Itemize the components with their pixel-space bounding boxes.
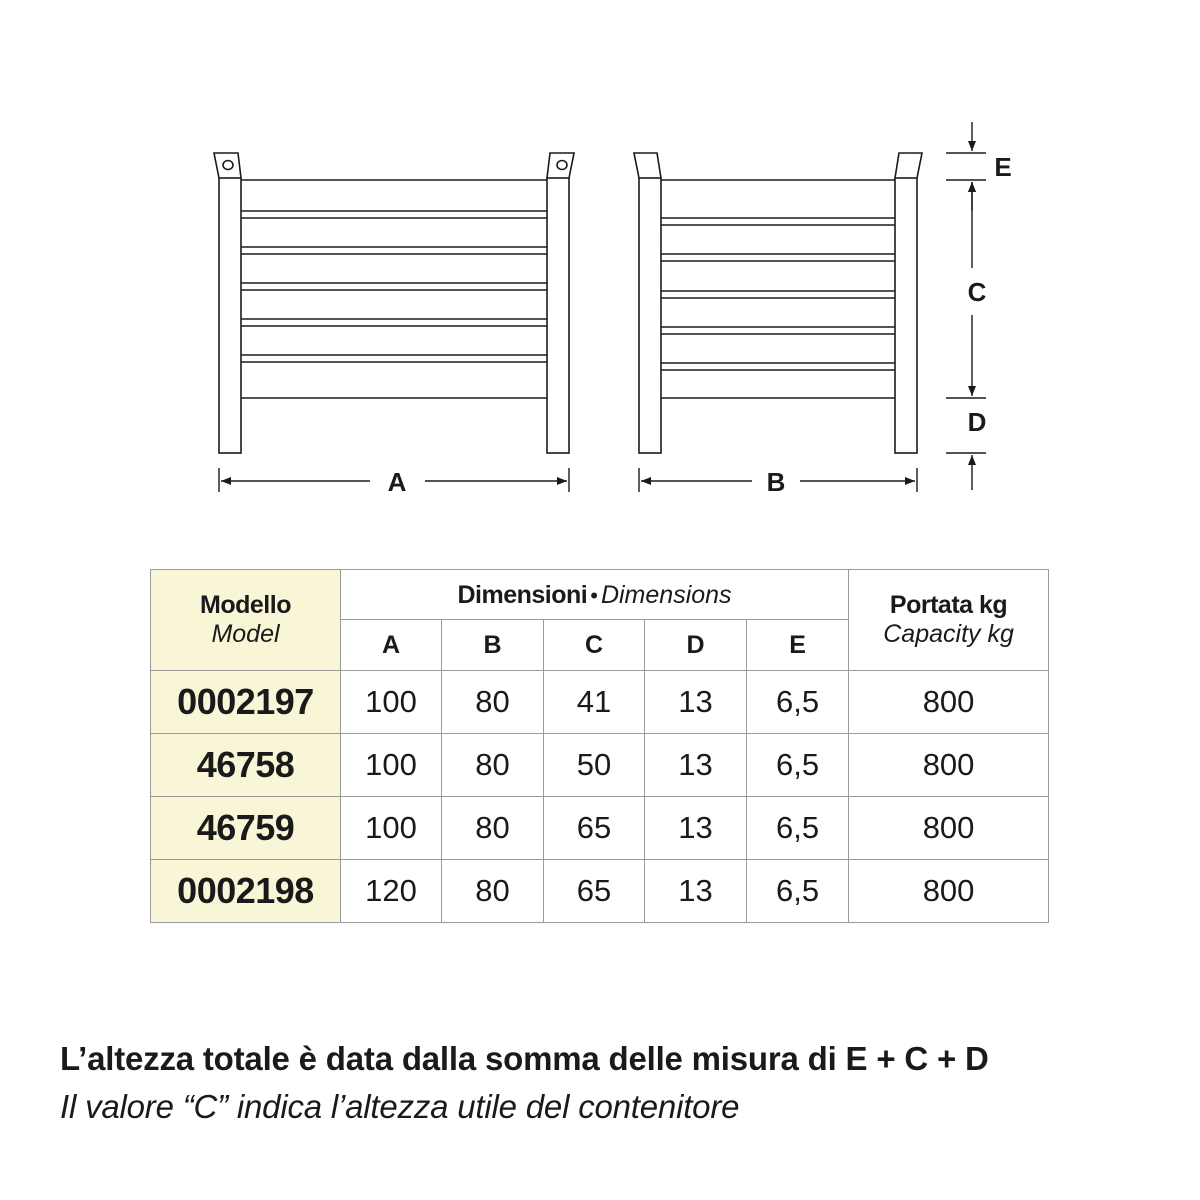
value-capacity: 800 <box>849 734 1049 797</box>
side-left-flap <box>634 153 661 178</box>
value-a: 100 <box>341 797 442 860</box>
container-technical-drawing <box>0 0 1200 520</box>
model-code: 46758 <box>151 734 341 797</box>
model-header-en: Model <box>211 620 280 648</box>
front-right-lifting-hole <box>557 161 567 170</box>
front-left-lifting-hole <box>223 161 233 170</box>
dimension-c-label: C <box>967 277 987 307</box>
value-b: 80 <box>442 734 544 797</box>
side-right-post <box>895 178 917 453</box>
value-d: 13 <box>645 860 747 923</box>
dimensions-header <box>341 570 849 620</box>
model-code: 46759 <box>151 797 341 860</box>
column-header-e: E <box>747 620 849 671</box>
value-a: 100 <box>341 671 442 734</box>
dimensions-header-en: Dimensions <box>600 581 732 609</box>
dimensions-header-bullet: • <box>590 583 598 608</box>
model-header-it: Modello <box>200 591 291 619</box>
value-b: 80 <box>442 797 544 860</box>
value-c: 65 <box>544 860 645 923</box>
column-header-c: C <box>544 620 645 671</box>
value-a: 100 <box>341 734 442 797</box>
side-right-flap <box>895 153 922 178</box>
specifications-table <box>150 569 1049 923</box>
value-e: 6,5 <box>747 860 849 923</box>
value-e: 6,5 <box>747 797 849 860</box>
value-c: 50 <box>544 734 645 797</box>
table-row <box>151 734 1049 797</box>
value-d: 13 <box>645 797 747 860</box>
front-right-lifting-ear <box>547 153 574 178</box>
model-code: 0002198 <box>151 860 341 923</box>
front-left-post <box>219 178 241 453</box>
total-height-note: L’altezza totale è data dalla somma delle misura di E + C + D <box>60 1040 989 1077</box>
value-e: 6,5 <box>747 671 849 734</box>
dimension-a-label: A <box>387 467 407 497</box>
model-header <box>151 570 341 671</box>
front-right-post <box>547 178 569 453</box>
table-row <box>151 797 1049 860</box>
front-ribs <box>241 211 547 362</box>
useful-height-note: Il valore “C” indica l’altezza utile del contenitore <box>60 1088 740 1125</box>
side-left-post <box>639 178 661 453</box>
dimensions-header-it: Dimensioni <box>457 581 588 609</box>
model-code: 0002197 <box>151 671 341 734</box>
value-c: 65 <box>544 797 645 860</box>
front-left-lifting-ear <box>214 153 241 178</box>
value-d: 13 <box>645 671 747 734</box>
capacity-header-it: Portata kg <box>889 591 1008 619</box>
table-row <box>151 671 1049 734</box>
value-a: 120 <box>341 860 442 923</box>
value-b: 80 <box>442 860 544 923</box>
dimension-b-label: B <box>766 467 786 497</box>
value-capacity: 800 <box>849 860 1049 923</box>
value-c: 41 <box>544 671 645 734</box>
side-view <box>634 153 922 453</box>
front-view <box>214 153 574 453</box>
column-header-b: B <box>442 620 544 671</box>
column-header-d: D <box>645 620 747 671</box>
value-e: 6,5 <box>747 734 849 797</box>
side-ribs <box>661 218 895 370</box>
column-header-a: A <box>341 620 442 671</box>
table-row <box>151 860 1049 923</box>
dimension-e-label: E <box>994 152 1012 182</box>
value-b: 80 <box>442 671 544 734</box>
value-d: 13 <box>645 734 747 797</box>
dimension-d-label: D <box>967 407 987 437</box>
value-capacity: 800 <box>849 671 1049 734</box>
value-capacity: 800 <box>849 797 1049 860</box>
notes <box>60 1040 1180 1126</box>
capacity-header-en: Capacity kg <box>883 620 1014 648</box>
capacity-header <box>849 570 1049 671</box>
